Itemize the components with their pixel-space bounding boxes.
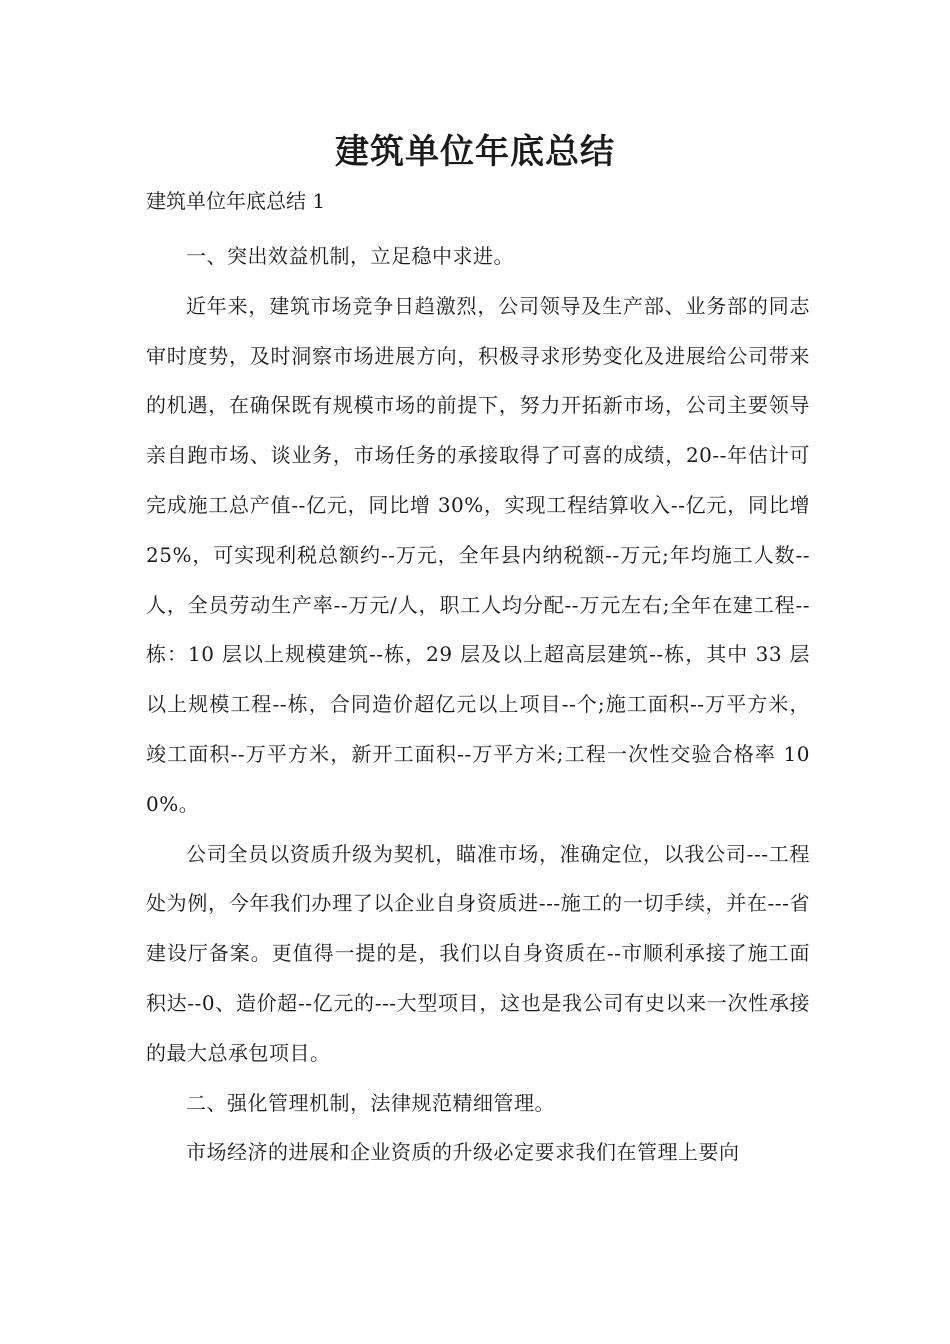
paragraph-1: 近年来，建筑市场竞争日趋激烈，公司领导及生产部、业务部的同志审时度势，及时洞察市场进展方向，积极寻求形势变化及进展给公司带来的机遇，在确保既有规模市场的前提下，努力开拓新市场，公司主要领导亲自跑市场、谈业务，市场任务的承接取得了可喜的成绩，20--年估计可完成施工总产值--亿元，同比增 30%，实现工程结算收入--亿元，同比增 25%，可实现利税总额约--万元，全年县内纳税额--万元;年均施工人数--人，全员劳动生产率--万元/人，职工人均分配--万元左右;全年在建工程--栋：10 层以上规模建筑--栋，29 层及以上超高层建筑--栋，其中 33 层以上规模工程--栋，合同造价超亿元以上项目--个;施工面积--万平方米，竣工面积--万平方米，新开工面积--万平方米;工程一次性交验合格率 100%。 <box>146 293 810 816</box>
paragraph-2: 公司全员以资质升级为契机，瞄准市场，准确定位，以我公司---工程处为例，今年我们办理了以企业自身资质进---施工的一切手续，并在---省建设厅备案。更值得一提的是，我们以自身资质在--市顺利承接了施工面积达--0、造价超--亿元的---大型项目，这也是我公司有史以来一次性承接的最大总承包项目。 <box>146 841 810 1065</box>
document-body <box>146 232 810 1178</box>
section-heading-1: 一、突出效益机制，立足稳中求进。 <box>186 244 514 268</box>
page-title: 建筑单位年底总结 <box>335 132 615 172</box>
section-heading-2: 二、强化管理机制，法律规范精细管理。 <box>186 1090 555 1115</box>
document-subtitle: 建筑单位年底总结 1 <box>146 189 326 213</box>
paragraph-3: 市场经济的进展和企业资质的升级必定要求我们在管理上要向 <box>186 1140 740 1165</box>
